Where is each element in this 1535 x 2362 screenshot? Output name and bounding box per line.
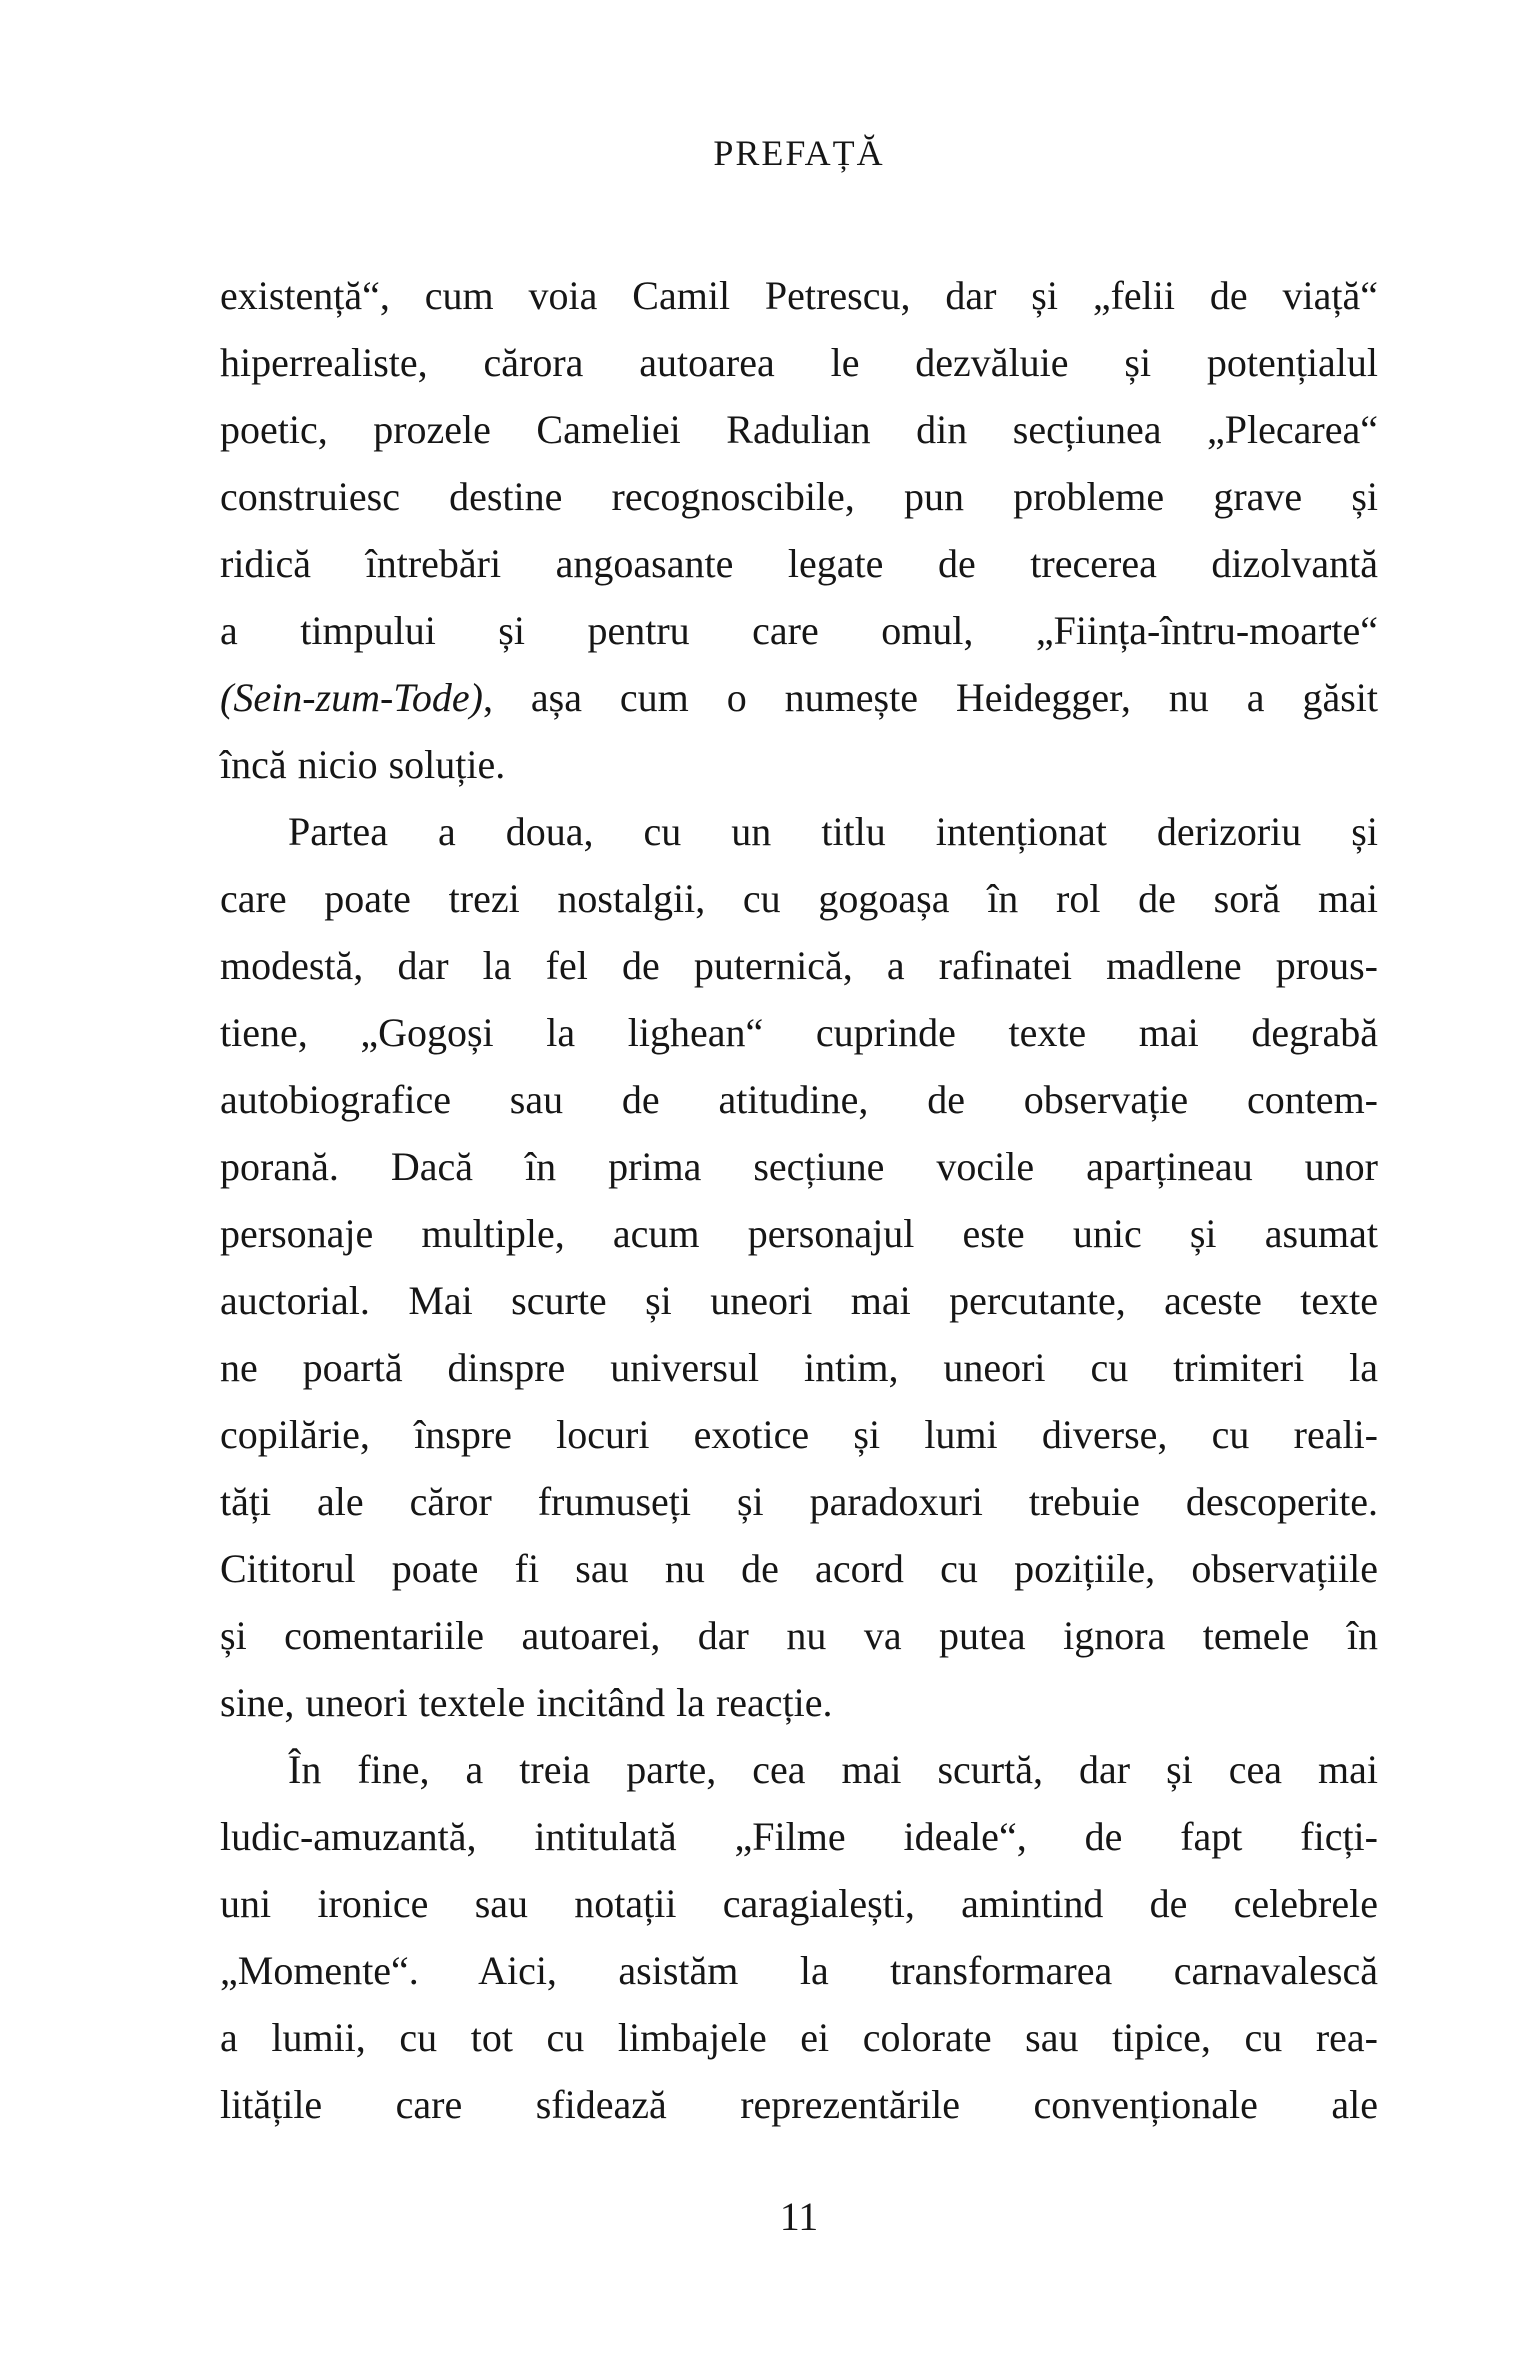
paragraph [220,1736,1378,2138]
text-line [220,1200,1378,1267]
text-line [220,999,1378,1066]
text-line [220,1870,1378,1937]
text-line [220,262,1378,329]
text-segment: litățile care sfidează reprezentările convenționale ale [220,2082,1378,2127]
paragraph [220,798,1378,1736]
text-line [220,731,1378,798]
text-segment: sine, uneori textele incitând la reacție. [220,1680,833,1725]
text-line [220,1669,1378,1736]
text-segment: auctorial. Mai scurte și uneori mai percutante, aceste texte [220,1278,1378,1323]
paragraph [220,262,1378,798]
text-line [220,1401,1378,1468]
text-line [220,1468,1378,1535]
page-number: 11 [779,2194,819,2239]
text-line [220,1602,1378,1669]
chapter-title: PREFAȚĂ [713,133,885,173]
text-segment: a timpului și pentru care omul, „Ființa-întru-moarte“ [220,608,1378,653]
text-segment: copilărie, înspre locuri exotice și lumi diverse, cu reali- [220,1412,1378,1457]
body-text [220,262,1378,2138]
text-line [220,1267,1378,1334]
text-segment: În fine, a treia parte, cea mai scurtă, dar și cea mai [288,1747,1378,1792]
text-segment: autobiografice sau de atitudine, de observație contem- [220,1077,1378,1122]
text-segment: tăți ale căror frumuseți și paradoxuri trebuie descoperite. [220,1479,1378,1524]
text-line [220,1937,1378,2004]
text-line [220,1535,1378,1602]
text-line [220,1803,1378,1870]
text-line [220,1066,1378,1133]
text-segment: personaje multiple, acum personajul este unic și asumat [220,1211,1378,1256]
text-line [220,2071,1378,2138]
text-segment: uni ironice sau notații caragialești, amintind de celebrele [220,1881,1378,1926]
italic-text-segment: (Sein-zum-Tode) [220,675,483,720]
text-segment: Partea a doua, cu un titlu intenționat derizoriu și [288,809,1378,854]
text-line [220,396,1378,463]
text-segment: Cititorul poate fi sau nu de acord cu pozițiile, observațiile [220,1546,1378,1591]
text-segment: ne poartă dinspre universul intim, uneori cu trimiteri la [220,1345,1378,1390]
text-line [220,597,1378,664]
text-line [220,530,1378,597]
text-segment: a lumii, cu tot cu limbajele ei colorate sau tipice, cu rea- [220,2015,1378,2060]
text-line [220,2004,1378,2071]
text-line [220,1133,1378,1200]
text-segment: încă nicio soluție. [220,742,506,787]
text-segment: ridică întrebări angoasante legate de trecerea dizolvantă [220,541,1378,586]
text-line [220,932,1378,999]
text-line [220,865,1378,932]
text-segment: tiene, „Gogoși la lighean“ cuprinde texte mai degrabă [220,1010,1378,1055]
text-segment: , așa cum o numește Heidegger, nu a găsit [482,675,1378,720]
text-segment: modestă, dar la fel de puternică, a rafinatei madlene prous- [220,943,1378,988]
text-segment: care poate trezi nostalgii, cu gogoașa în rol de soră mai [220,876,1378,921]
text-segment: hiperrealiste, cărora autoarea le dezvăluie și potențialul [220,340,1378,385]
text-segment: „Momente“. Aici, asistăm la transformarea carnavalescă [220,1948,1378,1993]
text-segment: și comentariile autoarei, dar nu va putea ignora temele în [220,1613,1378,1658]
text-segment: ludic-amuzantă, intitulată „Filme ideale“, de fapt ficți- [220,1814,1378,1859]
text-line [220,1736,1378,1803]
text-line [220,463,1378,530]
text-line [220,798,1378,865]
text-segment: poetic, prozele Cameliei Radulian din secțiunea „Plecarea“ [220,407,1378,452]
text-line [220,329,1378,396]
text-segment: existență“, cum voia Camil Petrescu, dar și „felii de viață“ [220,273,1378,318]
text-line [220,664,1378,731]
text-segment: construiesc destine recognoscibile, pun probleme grave și [220,474,1378,519]
text-line [220,1334,1378,1401]
text-segment: porană. Dacă în prima secțiune vocile aparțineau unor [220,1144,1378,1189]
